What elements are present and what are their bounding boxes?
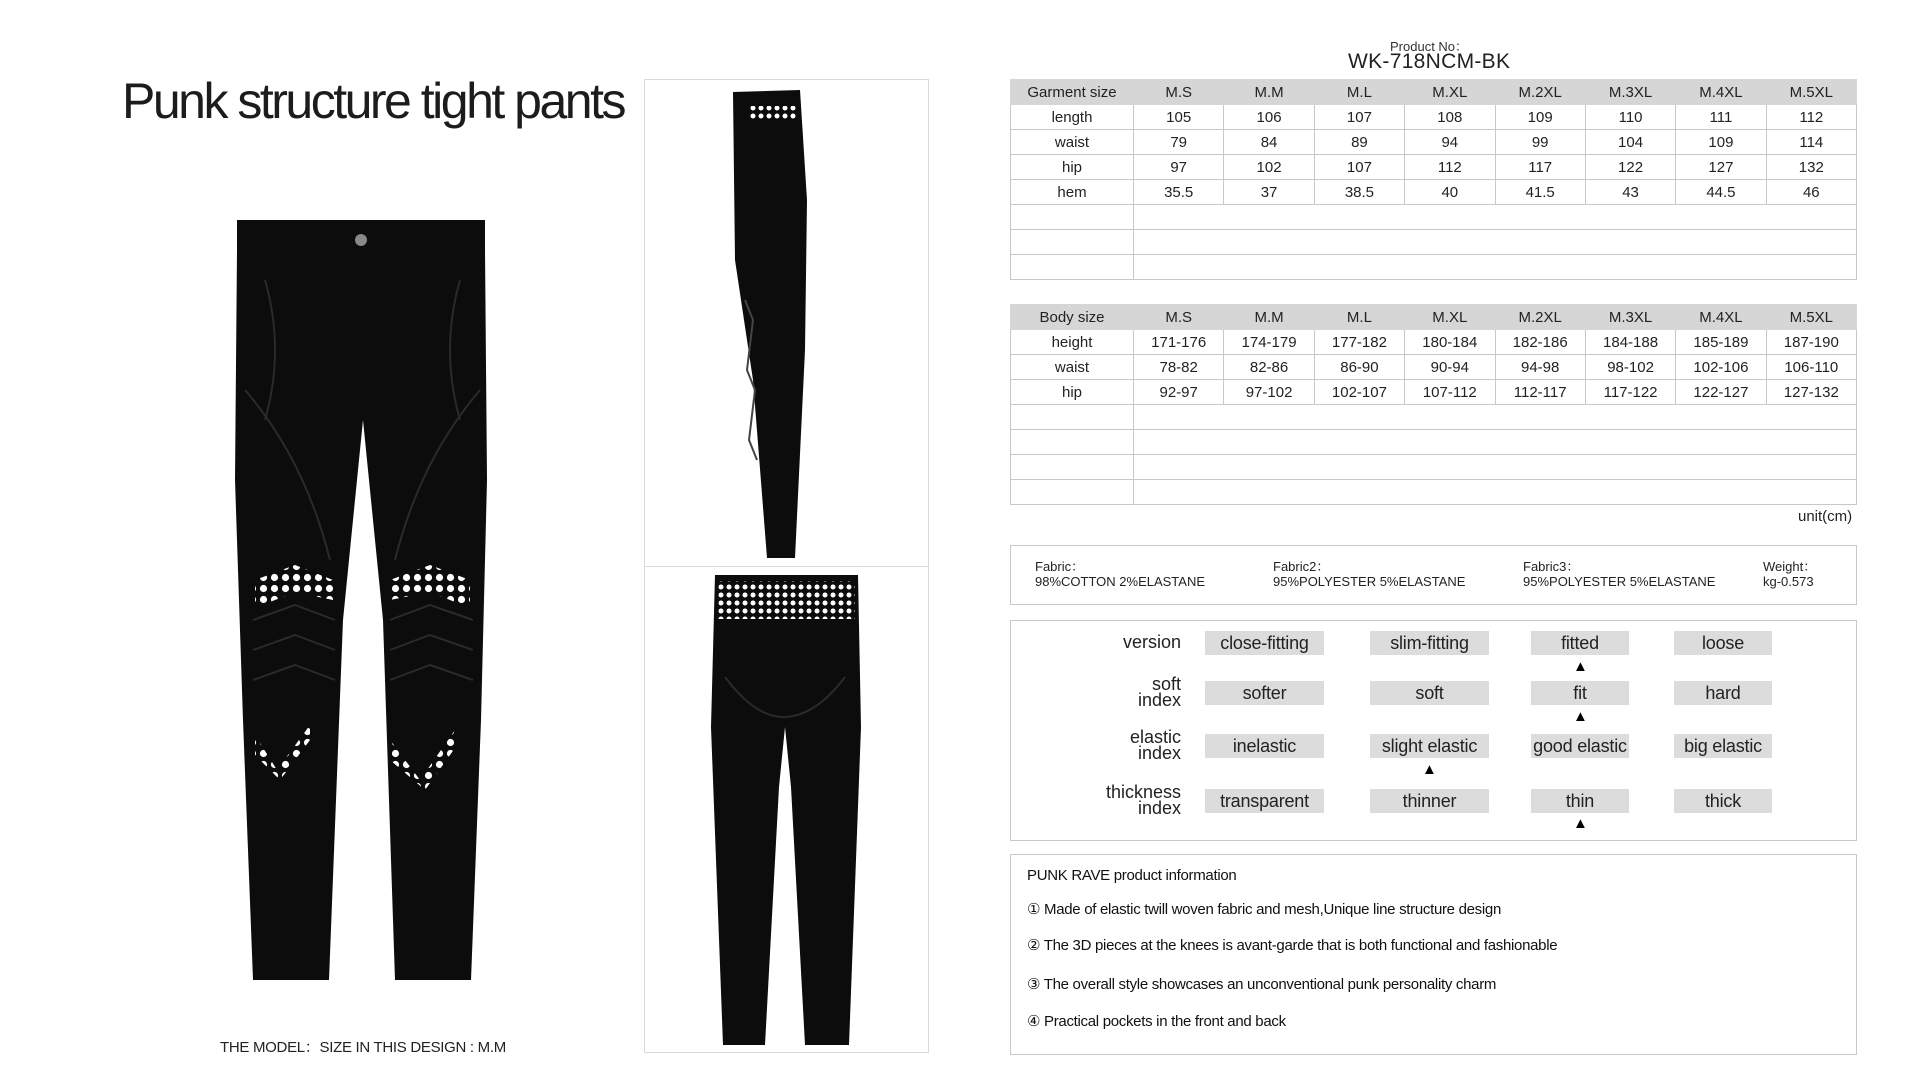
size-header: M.3XL <box>1585 80 1675 105</box>
fabric-1-value: 98%COTTON 2%ELASTANE <box>1035 574 1206 589</box>
model-size-note: THE MODEL：SIZE IN THIS DESIGN : M.M <box>220 1039 506 1056</box>
empty-cell <box>1134 455 1857 480</box>
table-cell: 107 <box>1314 155 1404 180</box>
table-cell: 112 <box>1405 155 1495 180</box>
weight <box>1763 559 1816 589</box>
table-cell: 41.5 <box>1495 180 1585 205</box>
table-cell: 102-106 <box>1676 355 1766 380</box>
table-cell: 90-94 <box>1405 355 1495 380</box>
table-row <box>1011 355 1857 380</box>
table-cell: 35.5 <box>1134 180 1224 205</box>
option-softer: softer <box>1205 681 1324 705</box>
table-cell: 97 <box>1134 155 1224 180</box>
table-cell: 187-190 <box>1766 330 1856 355</box>
option-slim-fitting: slim-fitting <box>1370 631 1489 655</box>
row-label: hip <box>1011 380 1134 405</box>
option-transparent: transparent <box>1205 789 1324 813</box>
fabric-3 <box>1523 559 1715 589</box>
fabric-3-value: 95%POLYESTER 5%ELASTANE <box>1523 574 1716 589</box>
table-cell: 109 <box>1676 130 1766 155</box>
option-close-fitting: close-fitting <box>1205 631 1324 655</box>
table-cell: 185-189 <box>1676 330 1766 355</box>
size-header: M.M <box>1224 80 1314 105</box>
size-header: M.5XL <box>1766 305 1856 330</box>
empty-cell <box>1134 205 1857 230</box>
attr-label-elastic <box>1021 729 1181 761</box>
empty-cell <box>1134 255 1857 280</box>
attr-label-line: soft <box>1151 674 1181 694</box>
product-info-panel <box>1010 854 1857 1055</box>
empty-cell <box>1134 230 1857 255</box>
back-view-image <box>644 567 929 1053</box>
side-view-image <box>644 79 929 567</box>
table-cell: 97-102 <box>1224 380 1314 405</box>
table-cell: 43 <box>1585 180 1675 205</box>
empty-cell <box>1011 255 1134 280</box>
table-cell: 114 <box>1766 130 1856 155</box>
table-cell: 105 <box>1134 105 1224 130</box>
empty-cell <box>1011 430 1134 455</box>
table-cell: 98-102 <box>1585 355 1675 380</box>
table-cell: 89 <box>1314 130 1404 155</box>
empty-cell <box>1134 430 1857 455</box>
table-cell: 94-98 <box>1495 355 1585 380</box>
row-label: height <box>1011 330 1134 355</box>
info-line: ④ Practical pockets in the front and back <box>1027 1013 1286 1030</box>
table-cell: 106-110 <box>1766 355 1856 380</box>
empty-cell <box>1011 205 1134 230</box>
fabric-2-value: 95%POLYESTER 5%ELASTANE <box>1273 574 1466 589</box>
table-cell: 122-127 <box>1676 380 1766 405</box>
table-cell: 40 <box>1405 180 1495 205</box>
option-fitted: fitted <box>1531 631 1629 655</box>
garment-header-label: Garment size <box>1011 80 1134 105</box>
size-header: M.4XL <box>1676 80 1766 105</box>
option-inelastic: inelastic <box>1205 734 1324 758</box>
option-loose: loose <box>1674 631 1772 655</box>
row-label: length <box>1011 105 1134 130</box>
attr-label-version <box>1021 634 1181 650</box>
table-row <box>1011 380 1857 405</box>
table-cell: 132 <box>1766 155 1856 180</box>
empty-row <box>1011 405 1857 430</box>
empty-cell <box>1011 455 1134 480</box>
table-cell: 171-176 <box>1134 330 1224 355</box>
table-cell: 106 <box>1224 105 1314 130</box>
table-cell: 122 <box>1585 155 1675 180</box>
attr-label-line: index <box>1137 743 1181 763</box>
table-cell: 102-107 <box>1314 380 1404 405</box>
row-label: waist <box>1011 130 1134 155</box>
size-header: M.XL <box>1405 305 1495 330</box>
empty-row <box>1011 230 1857 255</box>
size-header: M.L <box>1314 80 1404 105</box>
table-cell: 37 <box>1224 180 1314 205</box>
empty-row <box>1011 430 1857 455</box>
unit-label: unit(cm) <box>1798 508 1853 525</box>
table-row <box>1011 130 1857 155</box>
empty-cell <box>1011 230 1134 255</box>
empty-cell <box>1134 405 1857 430</box>
fabric-2-label: Fabric2： <box>1273 559 1330 574</box>
front-view-image <box>225 220 500 1010</box>
size-header: M.2XL <box>1495 80 1585 105</box>
option-good-elastic: good elastic <box>1531 734 1629 758</box>
table-cell: 112 <box>1766 105 1856 130</box>
body-header-row <box>1011 305 1857 330</box>
table-cell: 127-132 <box>1766 380 1856 405</box>
table-cell: 109 <box>1495 105 1585 130</box>
fabric-1 <box>1035 559 1205 589</box>
attr-label-line: elastic <box>1129 727 1181 747</box>
attr-label-line: index <box>1137 690 1181 710</box>
size-header: M.3XL <box>1585 305 1675 330</box>
size-header: M.M <box>1224 305 1314 330</box>
table-cell: 102 <box>1224 155 1314 180</box>
table-row <box>1011 105 1857 130</box>
info-line: ③ The overall style showcases an unconventional punk personality charm <box>1027 976 1497 993</box>
attr-label-thickness <box>1021 784 1181 816</box>
option-fit: fit <box>1531 681 1629 705</box>
table-cell: 44.5 <box>1676 180 1766 205</box>
option-thinner: thinner <box>1370 789 1489 813</box>
table-cell: 110 <box>1585 105 1675 130</box>
empty-row <box>1011 480 1857 505</box>
fabric-panel <box>1010 545 1857 605</box>
attribute-panel <box>1010 620 1857 841</box>
table-cell: 117 <box>1495 155 1585 180</box>
table-cell: 108 <box>1405 105 1495 130</box>
product-number: WK-718NCM-BK <box>1348 50 1511 73</box>
attr-label-line: version <box>1122 632 1181 652</box>
table-cell: 107-112 <box>1405 380 1495 405</box>
table-cell: 99 <box>1495 130 1585 155</box>
table-cell: 104 <box>1585 130 1675 155</box>
selected-marker-icon: ▲ <box>1573 708 1588 725</box>
table-cell: 79 <box>1134 130 1224 155</box>
empty-row <box>1011 205 1857 230</box>
selected-marker-icon: ▲ <box>1573 815 1588 832</box>
table-cell: 112-117 <box>1495 380 1585 405</box>
table-cell: 184-188 <box>1585 330 1675 355</box>
attr-label-line: thickness <box>1105 782 1181 802</box>
row-label: waist <box>1011 355 1134 380</box>
empty-cell <box>1134 480 1857 505</box>
table-cell: 84 <box>1224 130 1314 155</box>
table-cell: 180-184 <box>1405 330 1495 355</box>
empty-cell <box>1011 405 1134 430</box>
table-cell: 127 <box>1676 155 1766 180</box>
fabric-1-label: Fabric： <box>1035 559 1085 574</box>
row-label: hip <box>1011 155 1134 180</box>
fabric-2 <box>1273 559 1465 589</box>
garment-size-table <box>1010 79 1857 280</box>
selected-marker-icon: ▲ <box>1573 658 1588 675</box>
table-cell: 117-122 <box>1585 380 1675 405</box>
attr-label-line: index <box>1137 798 1181 818</box>
table-cell: 82-86 <box>1224 355 1314 380</box>
size-header: M.XL <box>1405 80 1495 105</box>
garment-header-row <box>1011 80 1857 105</box>
product-number-label: Product No： <box>1390 39 1469 54</box>
table-cell: 94 <box>1405 130 1495 155</box>
size-header: M.5XL <box>1766 80 1856 105</box>
table-cell: 182-186 <box>1495 330 1585 355</box>
table-cell: 86-90 <box>1314 355 1404 380</box>
row-label: hem <box>1011 180 1134 205</box>
info-line: ① Made of elastic twill woven fabric and mesh,Unique line structure design <box>1027 901 1501 918</box>
table-cell: 107 <box>1314 105 1404 130</box>
table-cell: 46 <box>1766 180 1856 205</box>
info-title: PUNK RAVE product information <box>1027 867 1237 884</box>
table-cell: 78-82 <box>1134 355 1224 380</box>
size-header: M.S <box>1134 80 1224 105</box>
body-header-label: Body size <box>1011 305 1134 330</box>
table-row <box>1011 155 1857 180</box>
option-big-elastic: big elastic <box>1674 734 1772 758</box>
option-thin: thin <box>1531 789 1629 813</box>
option-thick: thick <box>1674 789 1772 813</box>
empty-row <box>1011 255 1857 280</box>
option-soft: soft <box>1370 681 1489 705</box>
table-row <box>1011 180 1857 205</box>
table-row <box>1011 330 1857 355</box>
size-header: M.4XL <box>1676 305 1766 330</box>
size-header: M.L <box>1314 305 1404 330</box>
empty-cell <box>1011 480 1134 505</box>
attr-label-soft <box>1021 676 1181 708</box>
body-size-table <box>1010 304 1857 505</box>
product-title: Punk structure tight pants <box>122 73 624 129</box>
empty-row <box>1011 455 1857 480</box>
table-cell: 174-179 <box>1224 330 1314 355</box>
weight-label: Weight： <box>1763 559 1817 574</box>
size-header: M.2XL <box>1495 305 1585 330</box>
info-line: ② The 3D pieces at the knees is avant-garde that is both functional and fashionable <box>1027 937 1558 954</box>
table-cell: 111 <box>1676 105 1766 130</box>
selected-marker-icon: ▲ <box>1422 761 1437 778</box>
option-slight-elastic: slight elastic <box>1370 734 1489 758</box>
weight-value: kg-0.573 <box>1763 574 1814 589</box>
table-cell: 38.5 <box>1314 180 1404 205</box>
table-cell: 177-182 <box>1314 330 1404 355</box>
table-cell: 92-97 <box>1134 380 1224 405</box>
fabric-3-label: Fabric3： <box>1523 559 1580 574</box>
option-hard: hard <box>1674 681 1772 705</box>
size-header: M.S <box>1134 305 1224 330</box>
